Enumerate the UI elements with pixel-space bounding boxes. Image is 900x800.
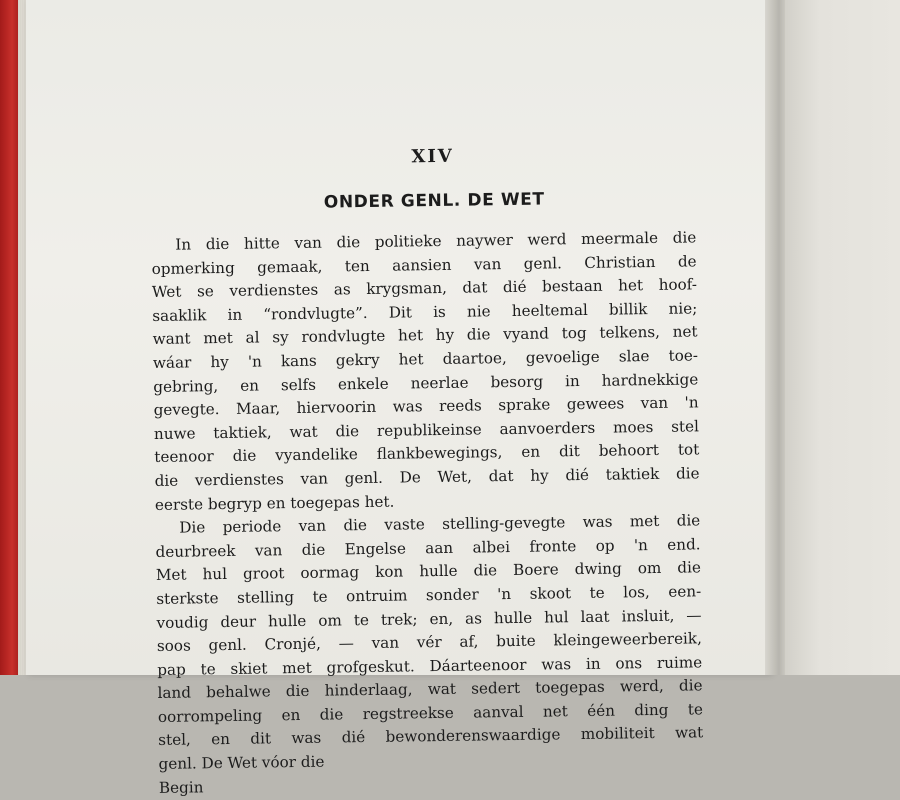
paragraph bbox=[151, 226, 700, 517]
page-content bbox=[150, 142, 704, 800]
text-line: teenoor die vyandelike flankbewegings, en dit behoort tot bbox=[154, 440, 700, 467]
text-line: land behalwe die hinderlaag, wat sedert toegepas werd, die bbox=[157, 676, 703, 703]
chapter-number: XIV bbox=[411, 145, 454, 168]
right-page bbox=[785, 0, 900, 675]
text-line: gebring, en selfs enkele neerlae besorg in hardnekkige bbox=[153, 369, 699, 396]
body-text bbox=[151, 226, 704, 800]
text-line: voudig deur hulle om te trek; en, as hulle hul laat insluit, — bbox=[156, 605, 702, 632]
text-line: genl. De Wet vóor die bbox=[158, 752, 325, 774]
text-line: gevegte. Maar, hiervoorin was reeds sprake gewees van 'n bbox=[153, 393, 699, 420]
text-line: wáar hy 'n kans gekry het daartoe, gevoelige slae toe- bbox=[152, 346, 699, 372]
text-line: want met al sy rondvlugte het hy die vyand tog telkens, net bbox=[152, 322, 698, 349]
text-line: pap te skiet met grofgeskut. Dáarteenoor was in ons ruime bbox=[157, 653, 703, 679]
text-line: die verdienstes van genl. De Wet, dat hy dié taktiek die bbox=[154, 464, 700, 490]
text-line: eerste begryp en toegepas het. bbox=[154, 492, 395, 514]
text-line: stel, en dit was dié bewonderenswaardige mobiliteit wat bbox=[158, 723, 704, 750]
paragraph bbox=[155, 509, 704, 800]
text-line: deurbreek van die Engelse aan albei fronte op 'n end. bbox=[155, 535, 701, 561]
text-line: Met hul groot oormag kon hulle die Boere dwing om die bbox=[155, 558, 702, 585]
text-line: saaklik in “rondvlugte”. Dit is nie heeltemal billik nie; bbox=[152, 299, 698, 325]
text-line: soos genl. Cronjé, — van vér af, buite kleingeweerbereik, bbox=[156, 629, 702, 656]
text-line: Begin bbox=[158, 777, 204, 797]
text-line: opmerking gemaak, ten aansien van genl. Christian de bbox=[151, 251, 697, 278]
text-line: Die periode van die vaste stelling-gevegte was met die bbox=[179, 511, 701, 537]
chapter-title: ONDER GENL. DE WET bbox=[323, 189, 545, 213]
text-line: In die hitte van die politieke naywer werd meermale die bbox=[175, 228, 697, 254]
text-line: oorrompeling en die regstreekse aanval net één ding te bbox=[157, 700, 703, 726]
text-line: nuwe taktiek, wat die republikeinse aanvoerders moes stel bbox=[153, 417, 700, 443]
text-line: sterkste stelling te ontruim sonder 'n skoot te los, een- bbox=[156, 582, 702, 608]
book-gutter bbox=[765, 0, 785, 675]
text-line: Wet se verdienstes as krygsman, dat dié bestaan het hoof- bbox=[151, 275, 698, 302]
